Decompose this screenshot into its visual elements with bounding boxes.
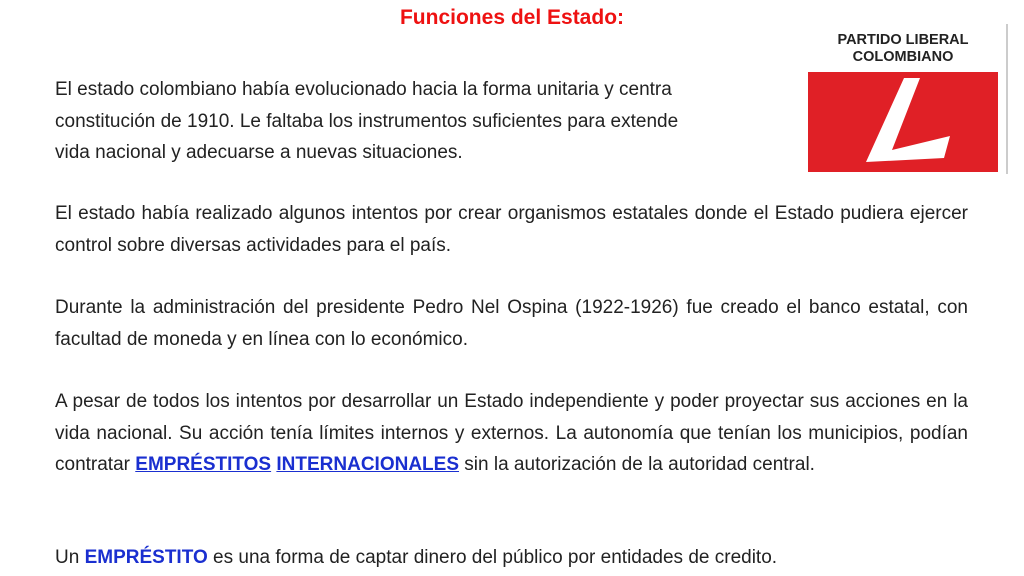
p4-tail: sin la autorización de la autoridad central. [464, 454, 815, 475]
emprestito-keyword: EMPRÉSTITO [84, 547, 208, 568]
paragraph-3: Durante la administración del presidente Pedro Nel Ospina (1922-1926) fue creado el banco estatal, con facultad de moneda y en línea con lo económico. [55, 297, 968, 350]
logo-line-2: COLOMBIANO [852, 49, 954, 65]
p5-lead: Un [55, 547, 80, 568]
paragraph-4 [55, 386, 968, 481]
p4-text: A pesar de todos los intentos por desarrollar un Estado independiente y poder proyectar sus acciones en la vida nacional. Su acción tenía límites internos y externos. La autonomía que tenían los municipios, podían contratar [55, 391, 968, 475]
emprestitos-link[interactable]: EMPRÉSTITOS [135, 454, 272, 475]
paragraph-5 [55, 542, 968, 574]
p1-line-2: constitución de 1910. Le faltaba los instrumentos suficientes para extende [55, 110, 679, 132]
slide-title: Funciones del Estado: [399, 6, 625, 29]
logo-text [808, 32, 998, 66]
p1-line-3: vida nacional y adecuarse a nuevas situaciones. [55, 142, 463, 163]
paragraph-2: El estado había realizado algunos intentos por crear organismos estatales donde el Estado pudiera ejercer control sobre diversas actividades para el país. [55, 203, 968, 256]
p5-tail: es una forma de captar dinero del público por entidades de credito. [213, 547, 778, 568]
paragraph-1 [55, 74, 968, 169]
p1-line-1: El estado colombiano había evolucionado hacia la forma unitaria y centra [55, 79, 672, 100]
logo-line-1: PARTIDO LIBERAL [837, 32, 969, 48]
internacionales-link[interactable]: INTERNACIONALES [276, 454, 460, 475]
